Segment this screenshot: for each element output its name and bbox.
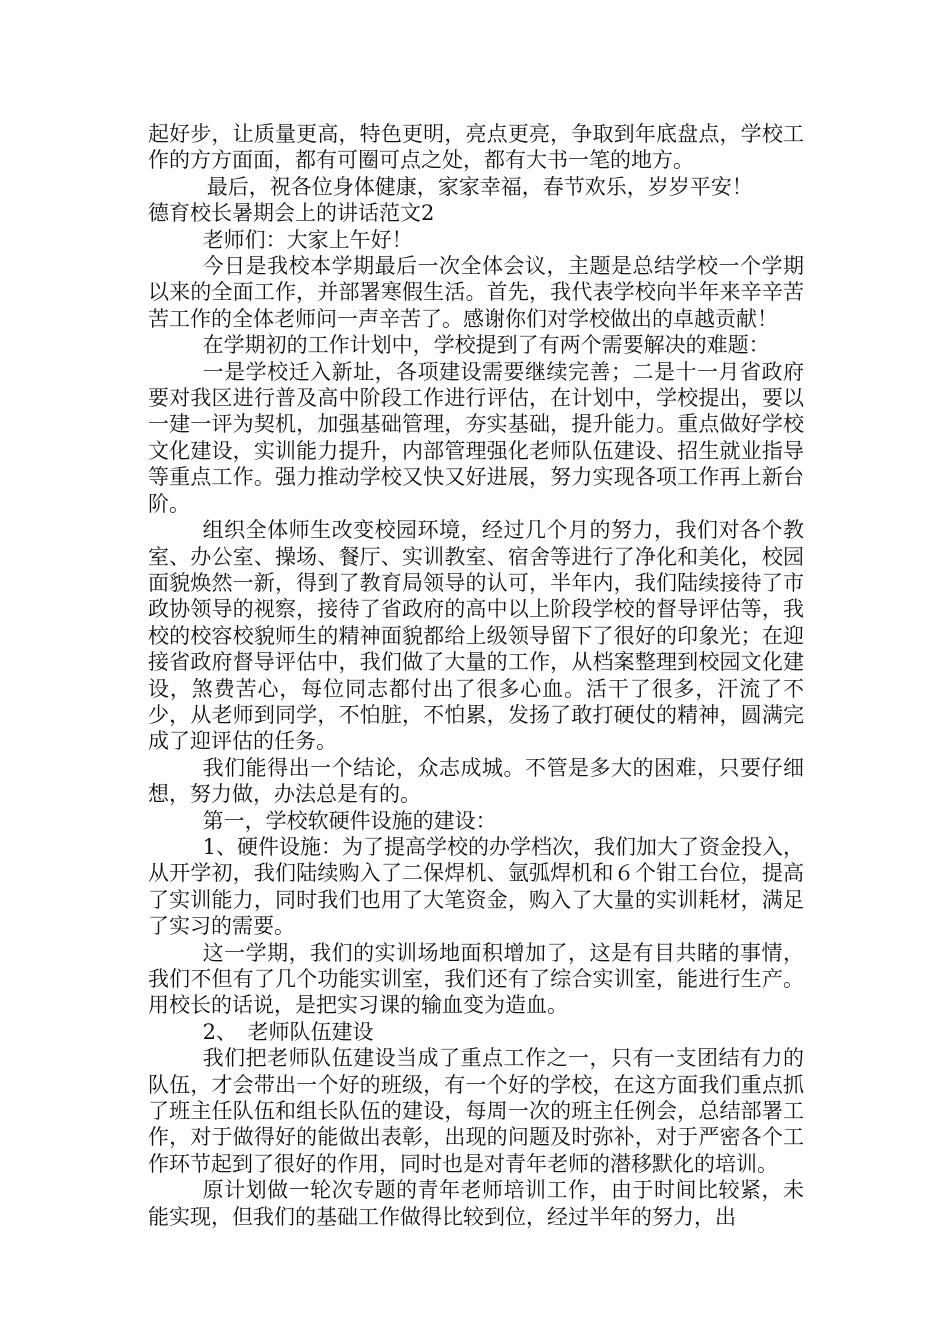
paragraph-blessing: 最后，祝各位身体健康，家家幸福，春节欢乐，岁岁平安！ <box>206 174 753 199</box>
paragraph-training-plan: 原计划做一轮次专题的青年老师培训工作，由于时间比较紧，未能实现，但我们的基础工作做得比较到位，经过半年的努力，出 <box>148 1178 804 1229</box>
paragraph-introduction: 今日是我校本学期最后一次全体会议，主题是总结学校一个学期以来的全面工作，并部署寒假生活。首先，我代表学校向半年来辛辛苦苦工作的全体老师问一声辛苦了。感谢你们对学校做出的卓越贡献！ <box>148 254 804 331</box>
paragraph-training-area: 这一学期，我们的实训场地面积增加了，这是有目共睹的事情，我们不但有了几个功能实训室，我们还有了综合实训室，能进行生产。用校长的话说，是把实习课的输血变为造血。 <box>148 940 804 1018</box>
paragraph-teacher-team: 我们把老师队伍建设当成了重点工作之一，只有一支团结有力的队伍，才会带出一个好的班级，有一个好的学校，在这方面我们重点抓了班主任队伍和组长队伍的建设，每周一次的班主任例会，总结部署工作，对于做得好的能做出表彰，出现的问题及时弥补，对于严密各个工作环节起到了很好的作用，同时也是对青年老师的潜移默化的培训。 <box>148 1046 804 1176</box>
document-body <box>148 121 804 1230</box>
paragraph-section-first: 第一，学校软硬件设施的建设： <box>202 808 497 833</box>
paragraph-hardware: 1、硬件设施：为了提高学校的办学档次，我们加大了资金投入，从开学初，我们陆续购入了二保焊机、氩弧焊机和６个钳工台位，提高了实训能力，同时我们也用了大笔资金，购入了大量的实训耗材，满足了实习的需要。 <box>148 834 804 939</box>
paragraph-closing-continuation: 起好步，让质量更高，特色更明，亮点更亮，争取到年底盘点，学校工作的方方面面，都有可圈可点之处，都有大书一笔的地方。 <box>148 122 804 173</box>
paragraph-section-teachers: 2、 老师队伍建设 <box>202 1019 374 1044</box>
paragraph-plan-problems: 在学期初的工作计划中，学校提到了有两个需要解决的难题： <box>202 333 770 358</box>
paragraph-campus-environment: 组织全体师生改变校园环境，经过几个月的努力，我们对各个教室、办公室、操场、餐厅、实训教室、宿舍等进行了净化和美化，校园面貌焕然一新，得到了教育局领导的认可，半年内，我们陆续接待了市政协领导的视察，接待了省政府的高中以上阶段学校的督导评估等，我校的校容校貌师生的精神面貌都给上级领导留下了很好的印象光；在迎接省政府督导评估中，我们做了大量的工作，从档案整理到校园文化建设，煞费苦心，每位同志都付出了很多心血。活干了很多，汗流了不少，从老师到同学，不怕脏，不怕累，发扬了敢打硬仗的精神，圆满完成了迎评估的任务。 <box>148 518 804 754</box>
paragraph-conclusion: 我们能得出一个结论，众志成城。不管是多大的困难，只要仔细想，努力做，办法总是有的。 <box>148 755 804 807</box>
paragraph-greeting: 老师们：大家上午好！ <box>202 227 413 252</box>
document-section-title: 德育校长暑期会上的讲话范文2 <box>148 201 435 226</box>
paragraph-two-tasks: 一是学校迁入新址，各项建设需要继续完善；二是十一月省政府要对我区进行普及高中阶段工作进行评估，在计划中，学校提出，要以一建一评为契机，加强基础管理，夯实基础，提升能力。重点做好学校文化建设，实训能力提升，内部管理强化老师队伍建设、招生就业指导等重点工作。强力推动学校又快又好进展，努力实现各项工作再上新台阶。 <box>148 359 804 516</box>
